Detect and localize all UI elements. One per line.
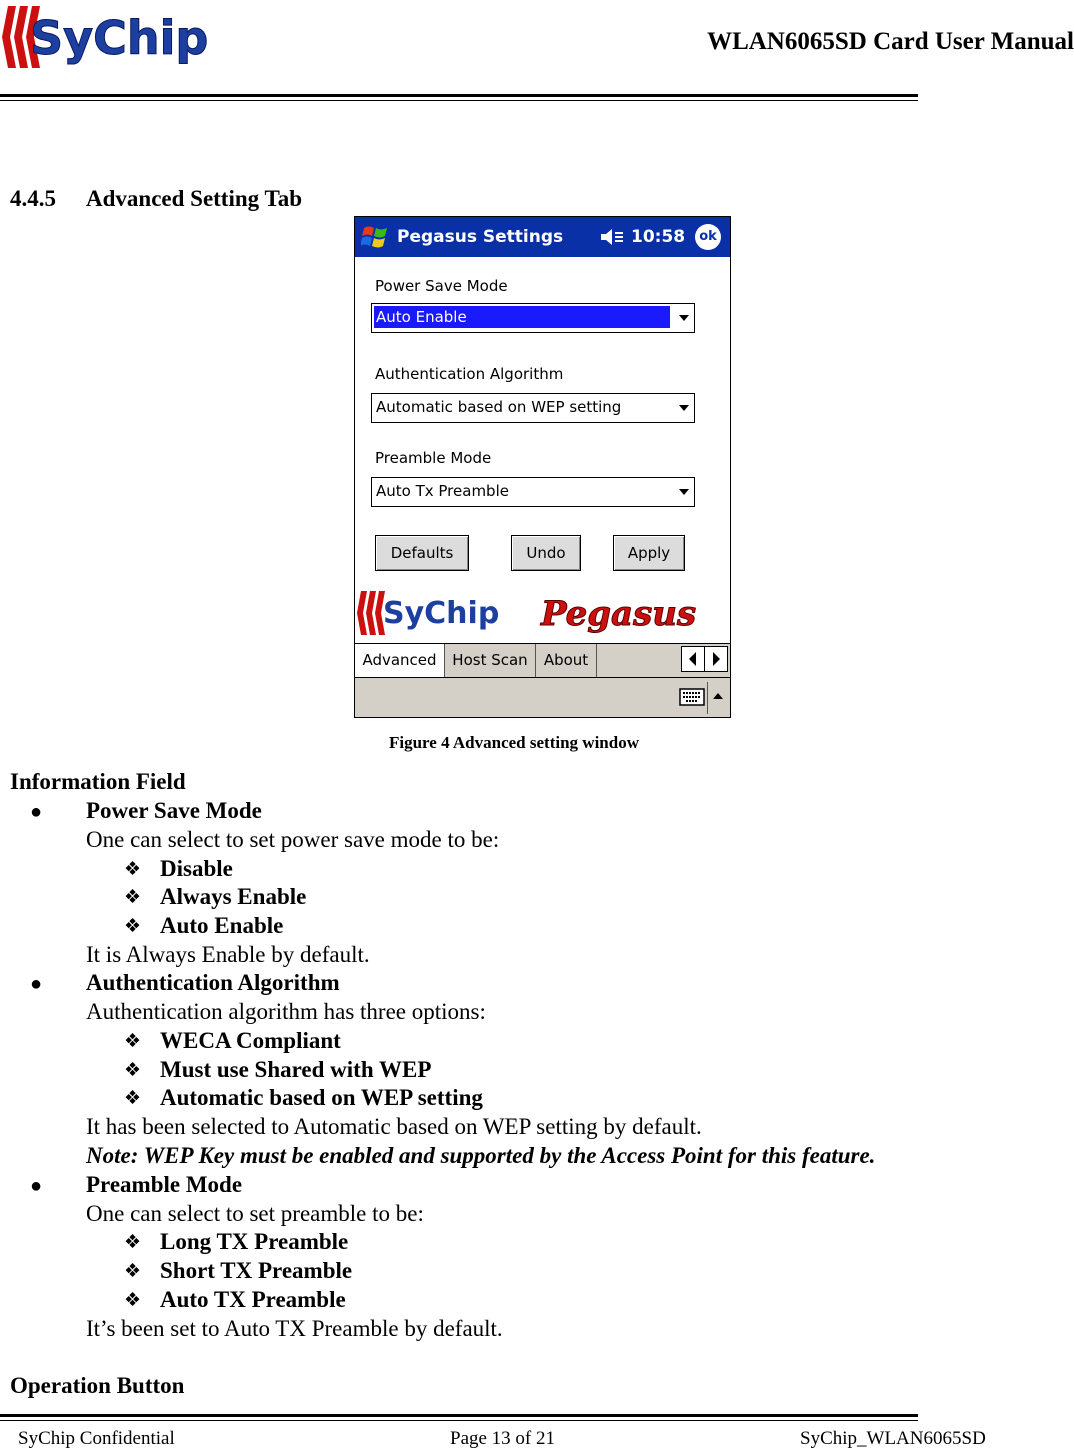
- diamond-bullet-icon: ❖: [124, 1031, 142, 1052]
- info-heading: Information Field: [10, 769, 186, 794]
- pda-tabstrip: [355, 643, 730, 678]
- tab-scroll-left[interactable]: [681, 646, 705, 672]
- power-save-default: It is Always Enable by default.: [86, 942, 370, 967]
- pda-clock[interactable]: 10:58: [631, 227, 686, 247]
- tab-advanced[interactable]: Advanced: [355, 644, 445, 677]
- diamond-bullet-icon: ❖: [124, 1261, 142, 1282]
- windows-start-icon[interactable]: [361, 223, 391, 251]
- chevron-down-icon: [679, 405, 689, 411]
- power-save-label: Power Save Mode: [375, 277, 508, 295]
- document-title: WLAN6065SD Card User Manual: [707, 28, 1074, 55]
- pda-screenshot: [354, 216, 731, 718]
- option-item: Disable: [160, 856, 233, 881]
- tab-host-scan[interactable]: Host Scan: [445, 644, 536, 677]
- undo-button[interactable]: Undo: [511, 535, 581, 571]
- chevron-down-icon: [679, 315, 689, 321]
- cmdbar-divider: [707, 682, 708, 714]
- header-rule-thin: [0, 100, 918, 101]
- tab-scroll-right[interactable]: [704, 646, 728, 672]
- pda-titlebar: [355, 217, 730, 257]
- option-item: Automatic based on WEP setting: [160, 1085, 483, 1110]
- option-item: Short TX Preamble: [160, 1258, 353, 1283]
- auth-intro: Authentication algorithm has three options:: [86, 999, 486, 1024]
- bullet-icon: ●: [30, 973, 43, 995]
- option-item: WECA Compliant: [160, 1028, 341, 1053]
- bullet-icon: ●: [30, 1175, 43, 1197]
- figure-caption: Figure 4 Advanced setting window: [389, 733, 639, 752]
- preamble-intro: One can select to set preamble to be:: [86, 1201, 424, 1226]
- pegasus-brand-banner: [357, 583, 727, 643]
- section-title: Advanced Setting Tab: [86, 186, 303, 211]
- option-item: Always Enable: [160, 884, 307, 909]
- power-save-title: Power Save Mode: [86, 798, 262, 823]
- tab-about[interactable]: About: [536, 644, 597, 677]
- speaker-icon[interactable]: [599, 227, 625, 247]
- svg-text:Pegasus: Pegasus: [541, 594, 697, 634]
- chevron-up-icon[interactable]: [711, 690, 725, 702]
- diamond-bullet-icon: ❖: [124, 859, 142, 880]
- chevron-right-icon: [705, 647, 727, 671]
- ok-button[interactable]: ok: [695, 224, 721, 250]
- footer-rule-thin: [0, 1420, 918, 1421]
- auth-select[interactable]: [371, 393, 695, 423]
- preamble-select[interactable]: [371, 477, 695, 507]
- auth-title: Authentication Algorithm: [86, 970, 340, 995]
- diamond-bullet-icon: ❖: [124, 887, 142, 908]
- diamond-bullet-icon: ❖: [124, 1290, 142, 1311]
- apply-button[interactable]: Apply: [613, 535, 685, 571]
- keyboard-icon[interactable]: [679, 687, 705, 707]
- preamble-default: It’s been set to Auto TX Preamble by default.: [86, 1316, 503, 1341]
- chevron-left-icon: [682, 647, 704, 671]
- section-heading: [10, 186, 302, 212]
- header-rule: [0, 94, 918, 97]
- pda-window-title: Pegasus Settings: [397, 227, 564, 247]
- option-item: Auto TX Preamble: [160, 1287, 346, 1312]
- section-number: 4.4.5: [10, 186, 56, 211]
- footer-doc-id: SyChip_WLAN6065SD: [800, 1428, 986, 1449]
- svg-text:SyChip: SyChip: [30, 11, 209, 65]
- footer-confidential: SyChip Confidential: [18, 1428, 175, 1449]
- auth-value: Automatic based on WEP setting: [376, 398, 622, 416]
- defaults-button[interactable]: Defaults: [375, 535, 469, 571]
- auth-note: Note: WEP Key must be enabled and supported by the Access Point for this feature.: [86, 1143, 876, 1168]
- svg-text:SyChip: SyChip: [383, 596, 500, 631]
- preamble-title: Preamble Mode: [86, 1172, 243, 1197]
- preamble-value: Auto Tx Preamble: [376, 482, 509, 500]
- power-save-intro: One can select to set power save mode to be:: [86, 827, 500, 852]
- sychip-logo: [2, 2, 230, 72]
- option-item: Long TX Preamble: [160, 1229, 349, 1254]
- diamond-bullet-icon: ❖: [124, 1088, 142, 1109]
- diamond-bullet-icon: ❖: [124, 1232, 142, 1253]
- diamond-bullet-icon: ❖: [124, 1060, 142, 1081]
- diamond-bullet-icon: ❖: [124, 916, 142, 937]
- power-save-value: Auto Enable: [374, 306, 670, 328]
- auth-label: Authentication Algorithm: [375, 365, 564, 383]
- pda-command-bar: [355, 677, 730, 718]
- option-item: Auto Enable: [160, 913, 284, 938]
- footer-page-number: Page 13 of 21: [450, 1428, 556, 1449]
- operation-heading: Operation Button: [10, 1373, 185, 1398]
- footer-rule: [0, 1414, 918, 1417]
- chevron-down-icon: [679, 489, 689, 495]
- power-save-select[interactable]: [371, 303, 695, 333]
- option-item: Must use Shared with WEP: [160, 1057, 432, 1082]
- auth-default: It has been selected to Automatic based on WEP setting by default.: [86, 1114, 702, 1139]
- bullet-icon: ●: [30, 801, 43, 823]
- preamble-label: Preamble Mode: [375, 449, 492, 467]
